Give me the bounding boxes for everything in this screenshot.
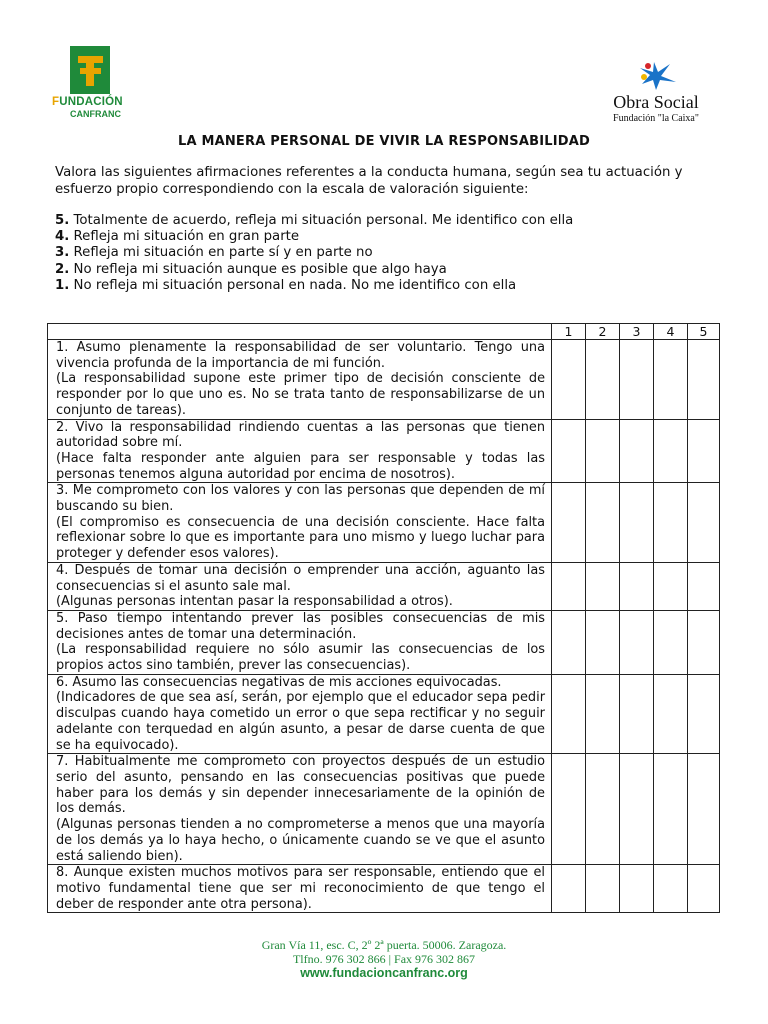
logo-right-line2: Fundación "la Caixa" <box>613 113 699 124</box>
statement-1: 1. Asumo plenamente la responsabilidad de ser voluntario. Tengo una vivencia profunda de la importancia de mi función. (La responsabilidad supone este primer tipo de decisión consciente de responder por lo que uno es. No se trata tanto de responsabilizarse de un conjunto de tareas). <box>48 340 552 420</box>
header-4: 4 <box>654 324 688 340</box>
table-row <box>48 754 720 865</box>
rating-cell[interactable] <box>654 754 688 865</box>
rating-cell[interactable] <box>620 674 654 754</box>
header-5: 5 <box>688 324 720 340</box>
table-header-row <box>48 324 720 340</box>
rating-cell[interactable] <box>586 610 620 674</box>
statement-2: 2. Vivo la responsabilidad rindiendo cuentas a las personas que tienen autoridad sobre mí. (Hace falta responder ante alguien para ser responsable y todas las personas tenemos alguna autoridad por encima de nosotros). <box>48 419 552 483</box>
statement-3: 3. Me comprometo con los valores y con las personas que dependen de mí buscando su bien. (El compromiso es consecuencia de una decisión consciente. Hace falta reflexionar sobre lo que es importante para uno mismo y luego luchar para proteger y defender esos valores). <box>48 483 552 563</box>
table-row <box>48 610 720 674</box>
table-row <box>48 562 720 610</box>
rating-cell[interactable] <box>620 754 654 865</box>
statement-8: 8. Aunque existen muchos motivos para ser responsable, entiendo que el motivo fundamental tiene que ser mi reconocimiento de que tengo el deber de responder ante otra persona). <box>48 865 552 913</box>
header-2: 2 <box>586 324 620 340</box>
rating-scale <box>55 213 715 294</box>
rating-cell[interactable] <box>586 483 620 563</box>
rating-cell[interactable] <box>620 865 654 913</box>
rating-cell[interactable] <box>552 754 586 865</box>
statement-4: 4. Después de tomar una decisión o emprender una acción, aguanto las consecuencias si el asunto sale mal. (Algunas personas intentan pasar la responsabilidad a otros). <box>48 562 552 610</box>
scale-item: 5. Totalmente de acuerdo, refleja mi situación personal. Me identifico con ella <box>55 213 574 228</box>
statement-7: 7. Habitualmente me comprometo con proyectos después de un estudio serio del asunto, pensando en las consecuencias positivas que puede haber para los demás y sin depender innecesariamente de la opinión de los demás. (Algunas personas tienden a no comprometerse a menos que una mayoría de los demás ya lo haya hecho, o únicamente cuando se ve que el asunto está saliendo bien). <box>48 754 552 865</box>
footer-address: Gran Vía 11, esc. C, 2º 2ª puerta. 50006. Zaragoza. <box>261 938 507 952</box>
intro-text: Valora las siguientes afirmaciones referentes a la conducta humana, según sea tu actuación y esfuerzo propio correspondiendo con la escala de valoración siguiente: <box>55 165 683 197</box>
scale-item: 4. Refleja mi situación en gran parte <box>55 229 300 245</box>
scale-item: 1. No refleja mi situación personal en nada. No me identifico con ella <box>55 277 517 293</box>
logo-left-line1: FUNDACIÓN <box>52 96 123 108</box>
logo-left-line2: CANFRANC <box>70 109 121 119</box>
rating-cell[interactable] <box>654 562 688 610</box>
rating-cell[interactable] <box>688 483 720 563</box>
rating-cell[interactable] <box>552 610 586 674</box>
rating-cell[interactable] <box>688 562 720 610</box>
table-row <box>48 483 720 563</box>
rating-cell[interactable] <box>586 674 620 754</box>
rating-cell[interactable] <box>552 865 586 913</box>
footer <box>0 938 768 981</box>
rating-cell[interactable] <box>552 674 586 754</box>
rating-cell[interactable] <box>552 562 586 610</box>
rating-cell[interactable] <box>620 419 654 483</box>
rating-cell[interactable] <box>688 674 720 754</box>
table-row <box>48 419 720 483</box>
table-row <box>48 865 720 913</box>
rating-cell[interactable] <box>552 483 586 563</box>
rating-cell[interactable] <box>552 340 586 420</box>
rating-cell[interactable] <box>586 754 620 865</box>
scale-item: 3. Refleja mi situación en parte sí y en parte no <box>55 245 373 261</box>
header-1: 1 <box>552 324 586 340</box>
rating-cell[interactable] <box>688 419 720 483</box>
rating-table <box>47 323 720 913</box>
header-blank <box>48 324 552 340</box>
rating-cell[interactable] <box>586 562 620 610</box>
logo-right-line1: Obra Social <box>613 92 699 112</box>
rating-cell[interactable] <box>654 483 688 563</box>
rating-cell[interactable] <box>586 865 620 913</box>
obra-social-logo <box>604 60 708 134</box>
rating-cell[interactable] <box>552 419 586 483</box>
footer-phone: Tlfno. 976 302 866 | Fax 976 302 867 <box>292 952 476 966</box>
rating-cell[interactable] <box>688 610 720 674</box>
rating-cell[interactable] <box>654 674 688 754</box>
canfranc-logo-mark <box>70 46 110 94</box>
rating-cell[interactable] <box>620 340 654 420</box>
rating-cell[interactable] <box>620 483 654 563</box>
rating-cell[interactable] <box>654 865 688 913</box>
rating-cell[interactable] <box>654 419 688 483</box>
statement-5: 5. Paso tiempo intentando prever las posibles consecuencias de mis decisiones antes de tomar una determinación. (La responsabilidad requiere no sólo asumir las consecuencias de los propios actos sino también, prever las consecuencias). <box>48 610 552 674</box>
header-3: 3 <box>620 324 654 340</box>
rating-cell[interactable] <box>620 562 654 610</box>
table-row <box>48 674 720 754</box>
rating-cell[interactable] <box>688 754 720 865</box>
fundacion-canfranc-logo <box>32 42 154 132</box>
rating-cell[interactable] <box>620 610 654 674</box>
footer-website-link[interactable]: www.fundacioncanfranc.org <box>300 966 468 980</box>
rating-cell[interactable] <box>688 865 720 913</box>
rating-cell[interactable] <box>688 340 720 420</box>
page-title: LA MANERA PERSONAL DE VIVIR LA RESPONSABILIDAD <box>177 134 591 149</box>
rating-cell[interactable] <box>586 419 620 483</box>
la-caixa-star-icon <box>634 60 678 90</box>
statement-6: 6. Asumo las consecuencias negativas de mis acciones equivocadas. (Indicadores de que sea así, serán, por ejemplo que el educador sepa pedir disculpas cuando haya cometido un error o que sepa rectificar y no seguir adelante con terquedad en algún asunto, a pesar de darse cuenta de que se ha equivocado). <box>48 674 552 754</box>
rating-cell[interactable] <box>586 340 620 420</box>
scale-item: 2. No refleja mi situación aunque es posible que algo haya <box>55 261 447 277</box>
rating-cell[interactable] <box>654 340 688 420</box>
table-row <box>48 340 720 420</box>
rating-cell[interactable] <box>654 610 688 674</box>
